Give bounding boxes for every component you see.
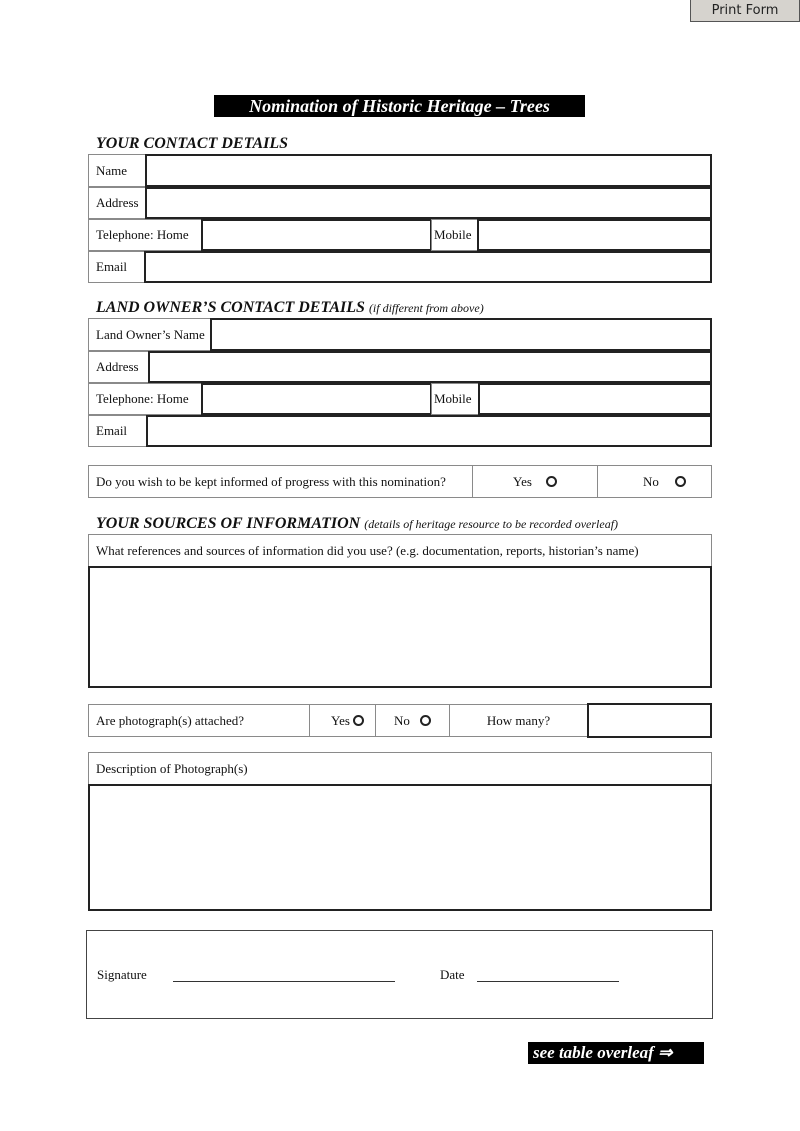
photos-no-option[interactable] [375,704,450,737]
progress-no-label: No [643,473,659,489]
date-label: Date [440,967,465,982]
print-form-button[interactable]: Print Form [690,0,800,22]
photos-yes-radio[interactable] [353,715,364,726]
email-field[interactable] [144,251,712,283]
owner-email-label: Email [88,415,148,447]
owner-email-field[interactable] [146,415,712,447]
progress-yes-label: Yes [513,473,532,489]
progress-no-option[interactable] [597,465,712,498]
owner-address-label: Address [88,351,150,383]
land-owner-heading-text: LAND OWNER’S CONTACT DETAILS [96,299,365,316]
land-owner-name-field[interactable] [210,318,712,351]
photos-no-label: No [394,712,410,728]
photo-description-textarea[interactable] [88,784,712,911]
home-phone-field[interactable] [201,219,432,251]
photos-no-radio[interactable] [420,715,431,726]
form-title: Nomination of Historic Heritage – Trees [214,95,585,117]
how-many-label: How many? [449,704,588,737]
name-label: Name [88,154,146,187]
address-label: Address [88,187,146,219]
sources-heading-text: YOUR SOURCES OF INFORMATION [96,515,361,532]
progress-yes-radio[interactable] [546,476,557,487]
land-owner-name-label: Land Owner’s Name [88,318,212,351]
email-label: Email [88,251,146,283]
progress-yes-option[interactable] [472,465,598,498]
progress-question: Do you wish to be kept informed of progress with this nomination? [88,465,473,498]
land-owner-heading-note: (if different from above) [368,301,484,315]
name-field[interactable] [145,154,712,187]
mobile-phone-field[interactable] [477,219,712,251]
address-field[interactable] [145,187,712,219]
owner-home-phone-field[interactable] [201,383,432,415]
photos-question: Are photograph(s) attached? [88,704,310,737]
sources-question: What references and sources of information did you use? (e.g. documentation, reports, historian’s name) [88,534,712,567]
owner-mobile-phone-field[interactable] [478,383,712,415]
owner-address-field[interactable] [148,351,712,383]
see-overleaf-note: see table overleaf ⇒ [528,1042,704,1064]
signature-line[interactable] [173,981,395,982]
photos-yes-label: Yes [331,712,350,728]
telephone-home-label: Telephone: Home [88,219,202,251]
owner-mobile-label: Mobile [431,383,479,415]
land-owner-heading [96,299,484,317]
signature-label: Signature [97,967,147,982]
owner-telephone-home-label: Telephone: Home [88,383,202,415]
signature-box [86,930,713,1019]
progress-no-radio[interactable] [675,476,686,487]
contact-details-heading: YOUR CONTACT DETAILS [96,135,289,152]
photos-yes-option[interactable] [309,704,376,737]
date-line[interactable] [477,981,619,982]
sources-textarea[interactable] [88,566,712,688]
how-many-field[interactable] [587,703,712,738]
photo-description-label: Description of Photograph(s) [88,752,712,785]
sources-heading-note: (details of heritage resource to be recorded overleaf) [364,517,619,531]
sources-heading [96,515,618,533]
mobile-label: Mobile [431,219,478,251]
